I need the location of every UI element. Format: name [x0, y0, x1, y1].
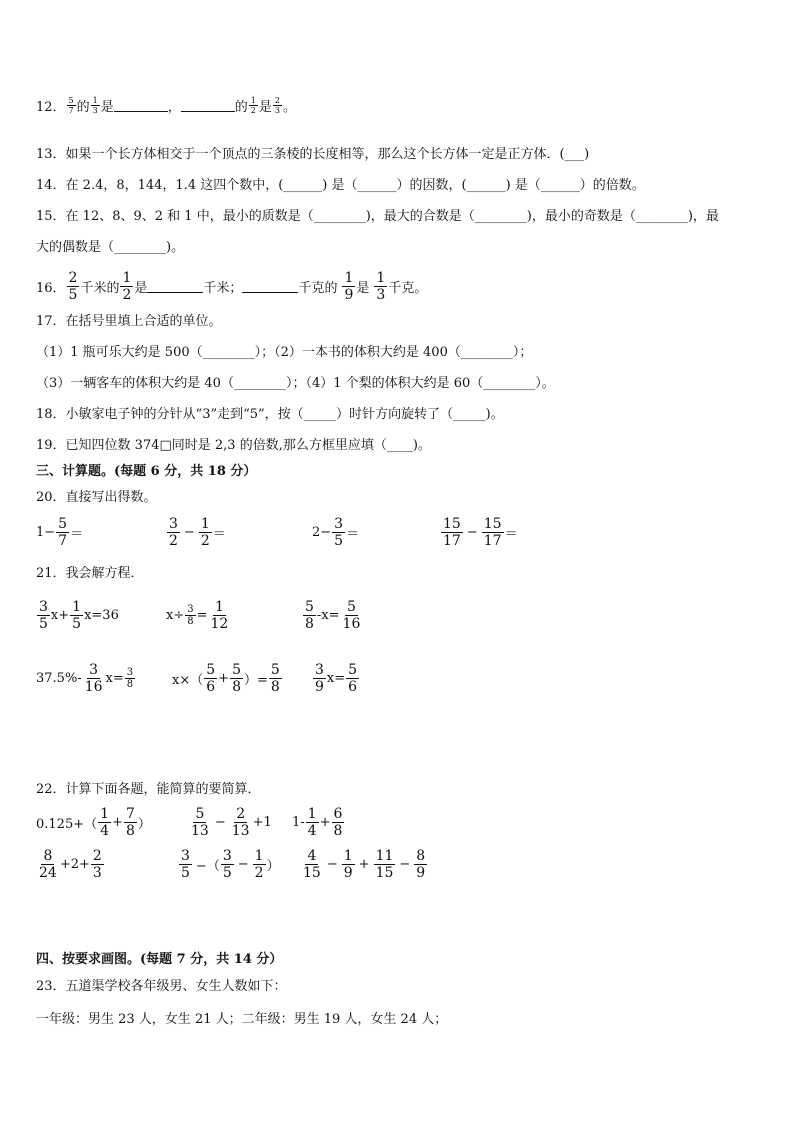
fraction [221, 848, 234, 881]
fraction [441, 516, 463, 549]
math-text: ） [137, 817, 151, 833]
math-text: 12． [36, 100, 66, 116]
fraction [67, 96, 76, 115]
q21-equation-3 [302, 599, 363, 632]
fraction [253, 848, 266, 881]
q22-expression-4 [36, 848, 105, 881]
numerator: 5 [232, 662, 241, 678]
numerator: 8 [43, 848, 53, 864]
numerator: 5 [347, 599, 356, 615]
numerator: 15 [443, 516, 461, 532]
denominator: 17 [483, 533, 502, 550]
section-3-heading: 三、计算题。(每题 6 分，共 18 分） [36, 464, 257, 479]
question-14: 14．在 2.4，8，144，1.4 这四个数中，(______) 是（______）的因数，(______) 是（______）的倍数。 [36, 178, 645, 193]
numerator: 1 [200, 516, 210, 532]
math-text: + [218, 671, 230, 687]
fraction [56, 516, 69, 549]
answer-blank[interactable] [147, 281, 203, 293]
math-text: 的 [76, 100, 90, 116]
math-text: + [358, 857, 370, 873]
math-text: ＝ [70, 527, 84, 543]
fraction [342, 848, 355, 881]
math-text: ） [266, 859, 280, 875]
denominator: 7 [58, 533, 68, 550]
fraction [482, 516, 504, 549]
fraction [230, 806, 252, 839]
math-text: x= [105, 671, 124, 687]
fraction [303, 599, 316, 632]
fraction [341, 599, 363, 632]
fraction [313, 662, 326, 695]
denominator: 5 [68, 287, 78, 304]
denominator: 2 [254, 865, 264, 882]
numerator: 3 [89, 662, 99, 678]
math-text: − [237, 857, 249, 873]
fraction [209, 599, 231, 632]
denominator: 17 [443, 533, 461, 550]
fraction [83, 662, 105, 695]
math-text: 是 [356, 281, 370, 297]
denominator: 2 [200, 533, 210, 550]
fraction [98, 806, 111, 839]
numerator: 4 [307, 848, 317, 864]
math-text: 千米的 [80, 281, 120, 297]
numerator: 3 [315, 662, 324, 678]
fraction [342, 270, 355, 303]
fraction [346, 662, 359, 695]
denominator: 5 [222, 865, 232, 882]
fraction [301, 848, 323, 881]
math-text: + [319, 815, 331, 831]
math-text: x÷ [166, 608, 185, 624]
denominator: 8 [232, 679, 241, 696]
fraction [91, 848, 104, 881]
denominator: 15 [303, 865, 321, 882]
fraction [269, 662, 282, 695]
denominator: 8 [270, 679, 280, 696]
denominator: 9 [315, 679, 324, 696]
numerator: 3 [181, 848, 190, 864]
denominator: 9 [416, 865, 426, 882]
fraction [91, 96, 100, 115]
denominator: 3 [92, 106, 98, 116]
question-21: 21．我会解方程． [36, 566, 144, 581]
denominator: 15 [375, 865, 394, 882]
denominator: 3 [92, 865, 102, 882]
numerator: 2 [92, 848, 102, 864]
question-17-part1: （1）1 瓶可乐大约是 500（________）；（2）一本书的体积大约是 400（________）； [36, 345, 533, 360]
denominator: 8 [187, 616, 194, 628]
math-text: 千克的 [298, 281, 338, 297]
answer-blank[interactable] [181, 100, 235, 112]
math-text: 2− [312, 525, 332, 541]
math-text: 千米； [203, 281, 243, 297]
question-23-data: 一年级：男生 23 人，女生 21 人；二年级：男生 19 人，女生 24 人； [36, 1012, 448, 1027]
answer-blank[interactable] [114, 100, 168, 112]
question-20: 20．直接写出得数。 [36, 490, 157, 505]
numerator: 3 [169, 516, 178, 532]
denominator: 5 [334, 533, 344, 550]
denominator: 3 [376, 287, 386, 304]
math-text: − [399, 857, 411, 873]
denominator: 9 [343, 865, 353, 882]
question-16 [36, 270, 427, 303]
denominator: 4 [100, 823, 110, 840]
denominator: 2 [122, 287, 132, 304]
math-text: -x= [316, 608, 340, 624]
numerator: 1 [307, 806, 317, 822]
question-13: 13．如果一个长方体相交于一个顶点的三条棱的长度相等，那么这个长方体一定是正方体．(___) [36, 147, 590, 162]
denominator: 13 [191, 823, 209, 840]
math-text: ＝ [504, 527, 518, 543]
numerator: 15 [483, 516, 502, 532]
math-text: 1- [292, 815, 305, 831]
fraction [230, 662, 243, 695]
math-text: 。 [283, 100, 297, 116]
fraction [37, 599, 50, 632]
fraction [185, 604, 195, 628]
fraction [67, 270, 80, 303]
question-15-line1: 15．在 12、8、9、2 和 1 中，最小的质数是（________)，最大的合数是（________)，最小的奇数是（________)，最 [36, 209, 719, 224]
denominator: 8 [305, 616, 314, 633]
denominator: 7 [68, 106, 74, 116]
question-15-line2: 大的偶数是（________)。 [36, 240, 185, 255]
math-text: 1− [36, 525, 56, 541]
fraction [199, 516, 212, 549]
numerator: 3 [39, 599, 48, 615]
numerator: 3 [334, 516, 344, 532]
question-18: 18．小敏家电子钟的分针从“3”走到“5”，按（_____）时针方向旋转了（_____)。 [36, 407, 504, 422]
math-text: 16． [36, 281, 66, 297]
q20-expression-2 [166, 516, 226, 549]
fraction [167, 516, 180, 549]
denominator: 8 [125, 823, 135, 840]
answer-blank[interactable] [242, 281, 298, 293]
q21-equation-2 [166, 599, 231, 632]
denominator: 16 [342, 616, 361, 633]
denominator: 12 [210, 616, 229, 633]
fraction [273, 96, 282, 115]
question-22: 22．计算下面各题，能简算的要简算． [36, 782, 261, 797]
numerator: 6 [333, 806, 343, 822]
denominator: 2 [250, 106, 256, 116]
math-text: +1 [252, 815, 272, 831]
numerator: 1 [376, 270, 386, 286]
denominator: 13 [231, 823, 250, 840]
fraction [120, 270, 133, 303]
q22-expression-3 [292, 806, 345, 839]
numerator: 2 [68, 270, 78, 286]
numerator: 1 [92, 96, 98, 105]
fraction [189, 806, 211, 839]
numerator: 1 [343, 848, 353, 864]
q22-expression-1 [36, 806, 151, 839]
denominator: 8 [126, 679, 134, 691]
denominator: 24 [39, 865, 57, 882]
denominator: 6 [206, 679, 216, 696]
numerator: 5 [195, 806, 205, 822]
denominator: 5 [72, 616, 82, 633]
question-17-part2: （3）一辆客车的体积大约是 40（________）；（4）1 个梨的体积大约是 60（________）。 [36, 376, 555, 391]
denominator: 16 [84, 679, 103, 696]
q21-equation-5 [172, 662, 283, 695]
math-text: x=36 [84, 608, 119, 624]
fraction [332, 806, 345, 839]
math-text: 是 [134, 281, 148, 297]
math-text: x= [326, 671, 346, 687]
math-text: x+ [50, 608, 70, 624]
math-text: 37.5%- [36, 671, 82, 687]
numerator: 5 [270, 662, 280, 678]
fraction [70, 599, 83, 632]
math-text: ＝ [346, 527, 360, 543]
q22-expression-5 [178, 848, 280, 881]
fraction [124, 806, 137, 839]
fraction [37, 848, 59, 881]
fraction [374, 270, 387, 303]
numerator: 1 [250, 96, 256, 105]
math-text: −（ [195, 859, 220, 875]
q21-equation-6 [312, 662, 360, 695]
numerator: 1 [72, 599, 82, 615]
q22-expression-2 [188, 806, 272, 839]
fraction [332, 516, 345, 549]
math-text: ， [167, 100, 181, 116]
question-23: 23．五道渠学校各年级男、女生人数如下： [36, 979, 287, 994]
question-12 [36, 96, 296, 115]
math-text: − [183, 525, 195, 541]
numerator: 8 [416, 848, 426, 864]
math-text: − [326, 857, 338, 873]
question-17: 17．在括号里填上合适的单位。 [36, 314, 222, 329]
denominator: 6 [348, 679, 358, 696]
numerator: 3 [126, 666, 134, 678]
numerator: 1 [344, 270, 354, 286]
question-19: 19．已知四位数 374□同时是 2,3 的倍数,那么方框里应填（____)。 [36, 438, 431, 453]
math-text: + [112, 815, 123, 831]
denominator: 2 [169, 533, 178, 550]
math-text: x×（ [172, 673, 204, 689]
numerator: 1 [254, 848, 264, 864]
fraction [125, 667, 135, 691]
numerator: 2 [274, 96, 280, 105]
fraction [374, 848, 396, 881]
numerator: 5 [58, 516, 68, 532]
math-text: − [214, 815, 226, 831]
numerator: 5 [68, 96, 74, 105]
math-text: 0.125+（ [36, 817, 98, 833]
numerator: 1 [122, 270, 132, 286]
math-text: 的 [234, 100, 248, 116]
denominator: 8 [333, 823, 343, 840]
q20-expression-3 [312, 516, 359, 549]
numerator: 5 [348, 662, 358, 678]
fraction [249, 96, 258, 115]
denominator: 3 [274, 106, 280, 116]
numerator: 11 [375, 848, 394, 864]
denominator: 5 [39, 616, 48, 633]
numerator: 2 [236, 806, 246, 822]
q20-expression-1 [36, 516, 83, 549]
numerator: 3 [222, 848, 232, 864]
numerator: 5 [305, 599, 314, 615]
math-text: − [466, 525, 478, 541]
fraction [306, 806, 319, 839]
numerator: 7 [125, 806, 135, 822]
fraction [204, 662, 217, 695]
math-text: 是 [100, 100, 114, 116]
math-text: 是 [258, 100, 272, 116]
numerator: 1 [100, 806, 110, 822]
numerator: 5 [206, 662, 216, 678]
numerator: 1 [214, 599, 224, 615]
denominator: 4 [307, 823, 317, 840]
q21-equation-1 [36, 599, 119, 632]
section-4-heading: 四、按要求画图。(每题 7 分，共 14 分） [36, 952, 283, 967]
numerator: 3 [187, 603, 194, 615]
q20-expression-4 [440, 516, 518, 549]
math-text: ）= [243, 673, 268, 689]
q21-equation-4 [36, 662, 136, 695]
math-text: ＝ [212, 527, 226, 543]
denominator: 9 [344, 287, 354, 304]
q22-expression-6 [300, 848, 428, 881]
fraction [414, 848, 427, 881]
math-text: 千克。 [388, 281, 428, 297]
math-text: = [196, 608, 208, 624]
fraction [179, 848, 192, 881]
math-text: +2+ [59, 857, 90, 873]
denominator: 5 [181, 865, 190, 882]
